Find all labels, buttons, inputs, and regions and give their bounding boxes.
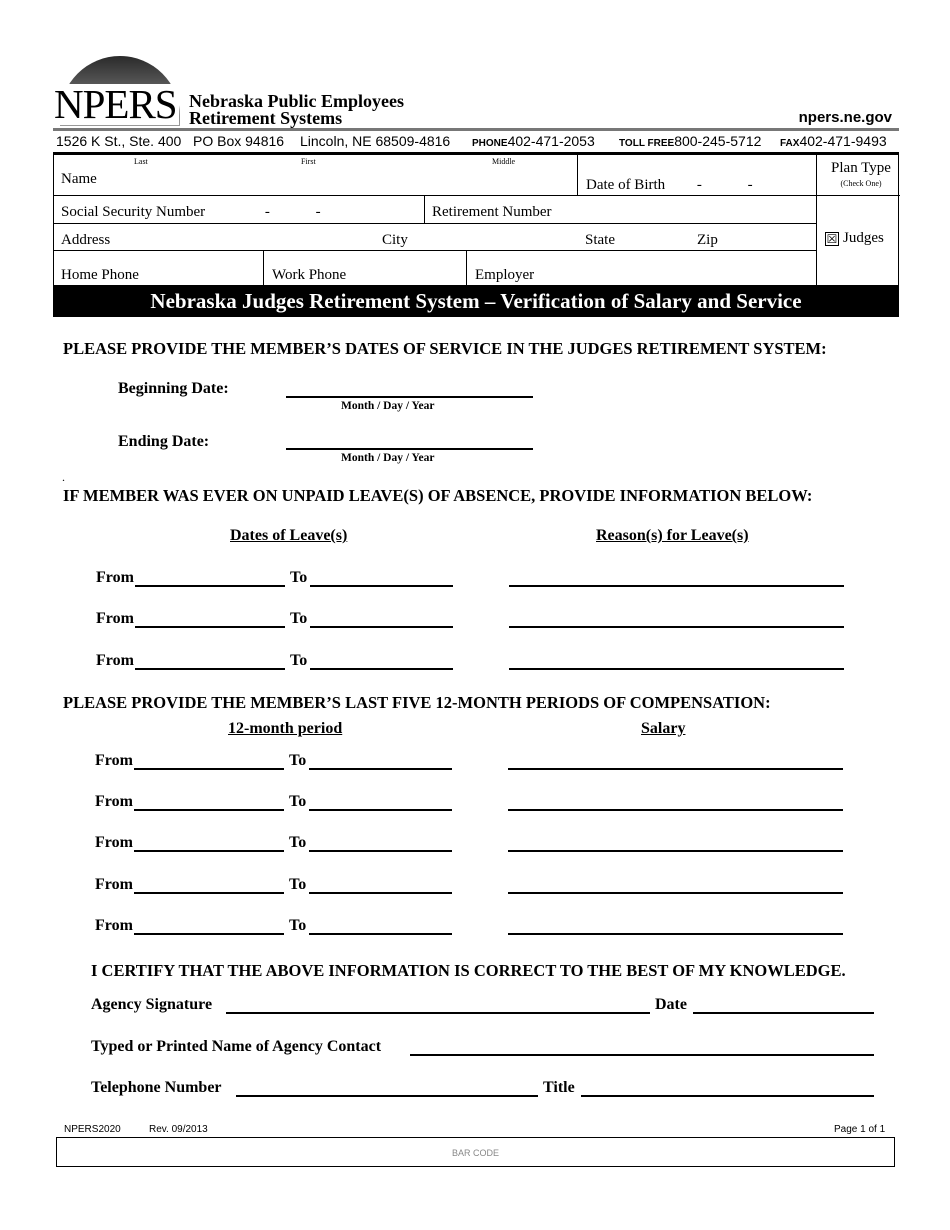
street-address: 1526 K St., Ste. 400	[56, 133, 182, 149]
ssn-dash-2: -	[315, 204, 321, 220]
npers-logo: NPERS	[54, 81, 177, 127]
website-link[interactable]: npers.ne.gov	[798, 109, 892, 126]
ssn-label: Social Security Number	[61, 204, 206, 220]
leave-reason-input[interactable]	[509, 626, 844, 628]
dob-dash-2: -	[747, 177, 753, 193]
organization-name	[189, 93, 404, 127]
grid-divider	[54, 195, 816, 196]
reason-for-leave-header: Reason(s) for Leave(s)	[596, 527, 749, 544]
dob-dash-1: -	[696, 177, 702, 193]
stray-dot: .	[62, 470, 65, 484]
telephone-number-label: Telephone Number	[91, 1079, 222, 1096]
grid-divider	[424, 195, 425, 223]
to-label: To	[290, 652, 308, 669]
period-to-input[interactable]	[309, 933, 452, 935]
phone	[472, 133, 595, 149]
ending-date-format-hint: Month / Day / Year	[341, 452, 435, 464]
salary-input[interactable]	[508, 850, 843, 852]
period-from-input[interactable]	[134, 768, 284, 770]
grid-divider	[263, 250, 264, 286]
salary-header: Salary	[641, 720, 686, 737]
zip-field[interactable]: Zip	[697, 232, 718, 248]
toll-free-label: TOLL FREE	[619, 138, 675, 149]
period-to-input[interactable]	[309, 850, 452, 852]
plan-type-label: Plan Type	[831, 160, 891, 176]
leave-heading: IF MEMBER WAS EVER ON UNPAID LEAVE(S) OF ABSENCE, PROVIDE INFORMATION BELOW:	[63, 486, 813, 505]
period-from-input[interactable]	[134, 933, 284, 935]
retirement-number-field[interactable]: Retirement Number	[432, 204, 552, 220]
work-phone-field[interactable]: Work Phone	[272, 267, 347, 283]
fax-label: FAX	[780, 138, 800, 149]
grid-divider	[816, 195, 900, 196]
grid-divider	[816, 155, 817, 286]
po-box: PO Box 94816	[193, 133, 285, 149]
period-to-input[interactable]	[309, 809, 452, 811]
name-field[interactable]: Name	[61, 171, 97, 187]
leave-from-input[interactable]	[135, 668, 285, 670]
header-divider	[53, 128, 899, 131]
to-label: To	[289, 876, 307, 893]
barcode-box: BAR CODE	[56, 1137, 895, 1167]
leave-reason-input[interactable]	[509, 668, 844, 670]
home-phone-field[interactable]: Home Phone	[61, 267, 139, 283]
ssn-field[interactable]	[61, 204, 321, 221]
from-label: From	[95, 834, 133, 851]
salary-input[interactable]	[508, 892, 843, 894]
state-field[interactable]: State	[585, 232, 615, 248]
grid-divider	[54, 223, 816, 224]
period-header: 12-month period	[228, 720, 343, 737]
telephone-number-input[interactable]	[236, 1095, 538, 1097]
org-name-line1: Nebraska Public Employees	[189, 91, 405, 111]
address-field[interactable]: Address	[61, 232, 111, 248]
salary-input[interactable]	[508, 768, 843, 770]
form-title-banner: Nebraska Judges Retirement System – Verification of Salary and Service	[53, 286, 899, 317]
grid-divider	[54, 250, 816, 251]
certification-statement: I CERTIFY THAT THE ABOVE INFORMATION IS CORRECT TO THE BEST OF MY KNOWLEDGE.	[91, 961, 846, 980]
leave-to-input[interactable]	[310, 668, 453, 670]
leave-to-input[interactable]	[310, 585, 453, 587]
grid-divider	[577, 155, 578, 195]
leave-reason-input[interactable]	[509, 585, 844, 587]
last-name-hint: Last	[134, 157, 148, 166]
beginning-date-format-hint: Month / Day / Year	[341, 400, 435, 412]
form-number: NPERS2020	[64, 1124, 121, 1135]
judges-label: Judges	[843, 230, 884, 246]
beginning-date-input[interactable]	[286, 396, 533, 398]
from-label: From	[95, 917, 133, 934]
period-from-input[interactable]	[134, 850, 284, 852]
toll-free	[619, 133, 761, 149]
dates-of-leave-header: Dates of Leave(s)	[230, 527, 348, 544]
agency-contact-name-input[interactable]	[410, 1054, 874, 1056]
title-input[interactable]	[581, 1095, 874, 1097]
org-name-line2: Retirement Systems	[189, 108, 343, 128]
to-label: To	[289, 917, 307, 934]
title-label: Title	[543, 1079, 575, 1096]
city-field[interactable]: City	[382, 232, 408, 248]
ending-date-input[interactable]	[286, 448, 533, 450]
leave-from-input[interactable]	[135, 626, 285, 628]
revision-date: Rev. 09/2013	[149, 1124, 208, 1135]
date-input[interactable]	[693, 1012, 874, 1014]
to-label: To	[289, 752, 307, 769]
leave-from-input[interactable]	[135, 585, 285, 587]
to-label: To	[290, 610, 308, 627]
ssn-dash-1: -	[264, 204, 270, 220]
employer-field[interactable]: Employer	[475, 267, 535, 283]
period-to-input[interactable]	[309, 768, 452, 770]
fax	[780, 133, 887, 149]
from-label: From	[95, 752, 133, 769]
phone-label: PHONE	[472, 138, 508, 149]
check-one-hint: (Check One)	[840, 179, 882, 188]
from-label: From	[96, 569, 134, 586]
ending-date-label: Ending Date:	[118, 433, 210, 450]
period-from-input[interactable]	[134, 809, 284, 811]
plan-type-judges-option[interactable]	[825, 230, 884, 247]
page-number: Page 1 of 1	[834, 1124, 886, 1135]
member-info-grid	[53, 155, 899, 286]
from-label: From	[95, 876, 133, 893]
city-state-zip: Lincoln, NE 68509-4816	[300, 133, 451, 149]
service-heading: PLEASE PROVIDE THE MEMBER’S DATES OF SERVICE IN THE JUDGES RETIREMENT SYSTEM:	[63, 339, 827, 358]
phone-number: 402-471-2053	[507, 133, 595, 149]
compensation-heading: PLEASE PROVIDE THE MEMBER’S LAST FIVE 12-MONTH PERIODS OF COMPENSATION:	[63, 693, 771, 712]
leave-to-input[interactable]	[310, 626, 453, 628]
judges-checkbox-icon[interactable]: ☒	[826, 232, 838, 246]
date-label: Date	[655, 996, 687, 1013]
period-to-input[interactable]	[309, 892, 452, 894]
period-from-input[interactable]	[134, 892, 284, 894]
date-of-birth-field[interactable]	[586, 177, 753, 194]
agency-signature-input[interactable]	[226, 1012, 650, 1014]
agency-signature-label: Agency Signature	[91, 996, 213, 1013]
from-label: From	[96, 652, 134, 669]
from-label: From	[95, 793, 133, 810]
dob-label: Date of Birth	[586, 177, 666, 193]
to-label: To	[290, 569, 308, 586]
salary-input[interactable]	[508, 809, 843, 811]
from-label: From	[96, 610, 134, 627]
agency-contact-name-label: Typed or Printed Name of Agency Contact	[91, 1038, 382, 1055]
toll-free-number: 800-245-5712	[674, 133, 762, 149]
first-name-hint: First	[301, 157, 316, 166]
beginning-date-label: Beginning Date:	[118, 380, 229, 397]
to-label: To	[289, 834, 307, 851]
fax-number: 402-471-9493	[799, 133, 887, 149]
salary-input[interactable]	[508, 933, 843, 935]
middle-name-hint: Middle	[492, 157, 516, 166]
to-label: To	[289, 793, 307, 810]
grid-divider	[466, 250, 467, 286]
